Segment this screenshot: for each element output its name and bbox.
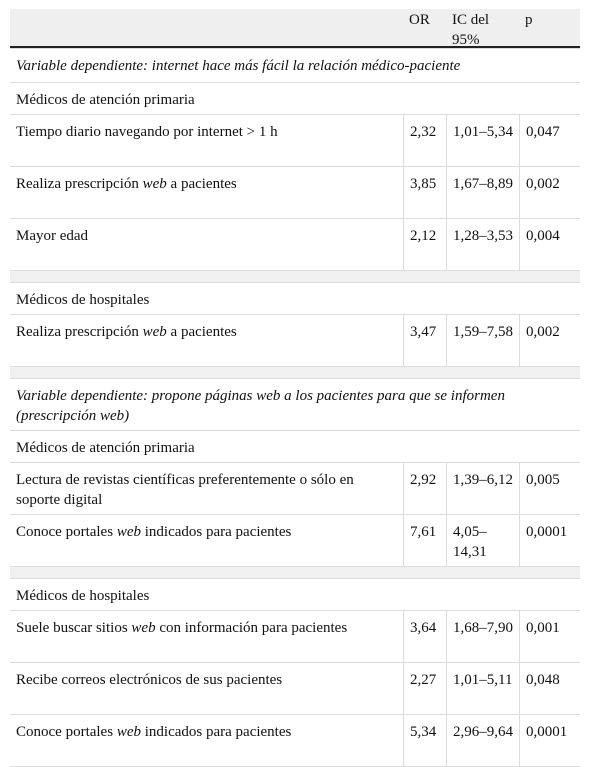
table-row	[10, 514, 580, 566]
p-cell: 0,005	[519, 463, 580, 514]
ic-cell: 1,67–8,89	[446, 167, 519, 218]
p-cell: 0,002	[519, 167, 580, 218]
ic-cell: 1,28–3,53	[446, 219, 519, 270]
variable-cell: Conoce portales web indicados para pacientes	[16, 724, 292, 740]
or-cell: 5,34	[403, 715, 446, 766]
table-row	[10, 166, 580, 218]
ic-cell: 1,01–5,34	[446, 115, 519, 166]
group-name: Médicos de atención primaria	[16, 92, 195, 108]
variable-cell: Mayor edad	[16, 228, 89, 244]
variable-cell: Conoce portales web indicados para pacientes	[16, 524, 292, 540]
p-cell: 0,047	[519, 115, 580, 166]
header-cell-variable	[10, 9, 403, 46]
ic-cell: 4,05–14,31	[446, 515, 519, 566]
p-cell: 0,001	[519, 611, 580, 662]
ic-cell: 1,01–5,11	[446, 663, 519, 714]
p-cell: 0,0001	[519, 715, 580, 766]
header-cell-or: OR	[409, 12, 430, 28]
ic-cell: 2,96–9,64	[446, 715, 519, 766]
section-title-row	[10, 48, 580, 82]
or-cell: 7,61	[403, 515, 446, 566]
table-row	[10, 218, 580, 270]
table-row	[10, 314, 580, 366]
p-cell: 0,048	[519, 663, 580, 714]
table-row	[10, 114, 580, 166]
table-row	[10, 462, 580, 514]
header-cell-p: p	[525, 12, 533, 28]
section-title-row	[10, 378, 580, 430]
ic-cell: 1,59–7,58	[446, 315, 519, 366]
group-name: Médicos de hospitales	[16, 292, 150, 308]
variable-cell: Realiza prescripción web a pacientes	[16, 176, 237, 192]
or-cell: 2,27	[403, 663, 446, 714]
section-title: Variable dependiente: propone páginas web a los pacientes para que se informen (prescripción web)	[16, 388, 505, 424]
p-cell: 0,004	[519, 219, 580, 270]
p-cell: 0,0001	[519, 515, 580, 566]
group-row	[10, 82, 580, 114]
or-cell: 2,32	[403, 115, 446, 166]
variable-cell: Recibe correos electrónicos de sus pacientes	[16, 672, 283, 688]
variable-cell: Suele buscar sitios web con información para pacientes	[16, 620, 348, 636]
group-name: Médicos de atención primaria	[16, 440, 195, 456]
table-row	[10, 610, 580, 662]
table-row	[10, 662, 580, 714]
or-cell: 2,92	[403, 463, 446, 514]
table-header	[10, 9, 580, 48]
header-cell-ic: IC del 95%	[452, 12, 490, 48]
variable-cell: Realiza prescripción web a pacientes	[16, 324, 237, 340]
or-cell: 3,47	[403, 315, 446, 366]
separator-row	[10, 270, 580, 282]
group-name: Médicos de hospitales	[16, 588, 150, 604]
group-row	[10, 578, 580, 610]
results-table	[10, 9, 580, 767]
p-cell: 0,002	[519, 315, 580, 366]
ic-cell: 1,68–7,90	[446, 611, 519, 662]
or-cell: 3,85	[403, 167, 446, 218]
variable-cell: Tiempo diario navegando por internet > 1 h	[16, 124, 278, 140]
or-cell: 2,12	[403, 219, 446, 270]
group-row	[10, 430, 580, 462]
variable-cell: Lectura de revistas científicas preferentemente o sólo en soporte digital	[16, 472, 354, 508]
section-title: Variable dependiente: internet hace más fácil la relación médico-paciente	[16, 58, 461, 74]
table-row	[10, 714, 580, 767]
ic-cell: 1,39–6,12	[446, 463, 519, 514]
separator-row	[10, 366, 580, 378]
separator-row	[10, 566, 580, 578]
group-row	[10, 282, 580, 314]
or-cell: 3,64	[403, 611, 446, 662]
